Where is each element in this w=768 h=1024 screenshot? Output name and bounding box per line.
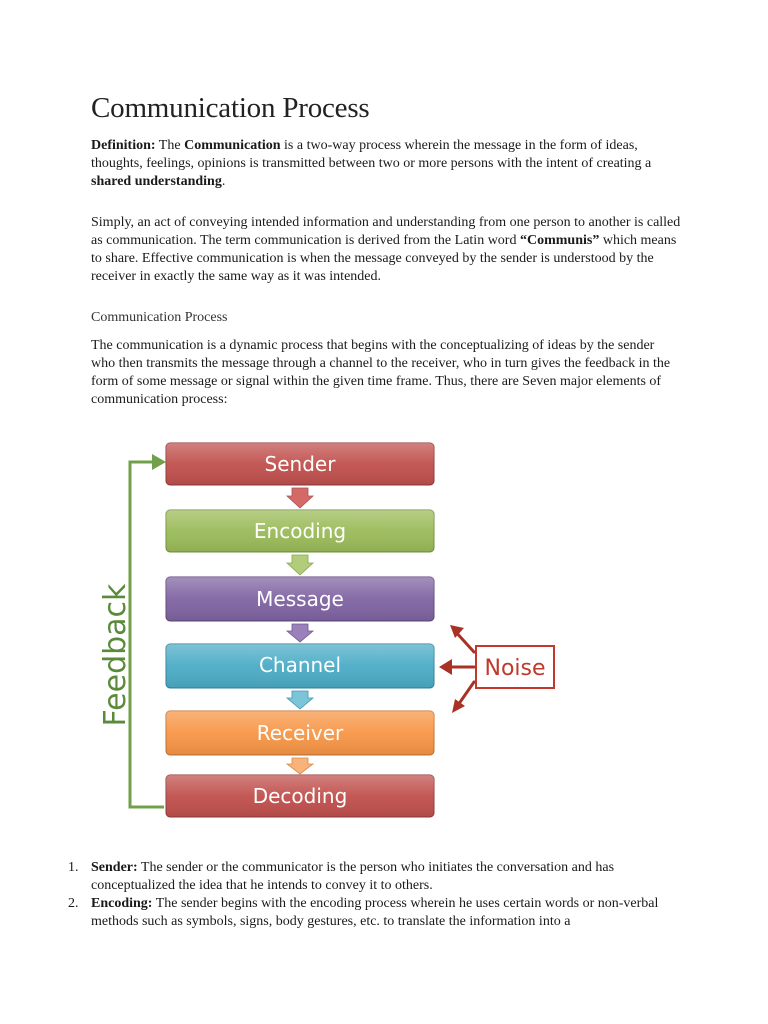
step-decoding	[166, 775, 434, 817]
list-item	[68, 895, 688, 931]
elements-list	[68, 859, 688, 931]
down-arrow-4	[287, 691, 313, 709]
step-sender	[166, 443, 434, 485]
noise-arrowhead-up	[450, 625, 464, 638]
definition-label: Definition:	[91, 138, 156, 153]
step-channel	[166, 644, 434, 688]
list-item-text: The sender begins with the encoding process wherein he uses certain words or non-verbal methods such as symbols, signs, body gestures, etc. to translate the information into a	[91, 896, 659, 929]
noise-arrowhead-mid	[439, 659, 452, 675]
list-item-label: Sender:	[91, 860, 138, 875]
list-item	[68, 859, 688, 895]
step-channel-label: Channel	[258, 653, 342, 677]
definition-text-3: .	[221, 174, 226, 189]
step-message	[166, 577, 434, 621]
definition-text-1: The	[155, 138, 185, 153]
noise-box	[476, 646, 554, 688]
step-receiver-label: Receiver	[256, 721, 344, 745]
feedback-loop-line	[130, 462, 164, 807]
definition-paragraph	[91, 137, 681, 191]
process-paragraph: The communication is a dynamic process that begins with the conceptualizing of ideas by the sender who then transmits the message through a channel to the receiver, who in turn gives the feedback in the form of some message or signal within the given time frame. Thus, there are Seven major elements of communication process:	[91, 338, 671, 407]
down-arrow-1	[287, 488, 313, 508]
intro-paragraph	[91, 214, 681, 286]
feedback-label: Feedback	[98, 583, 133, 727]
list-item-text: The sender or the communicator is the person who initiates the conversation and has conceptualized the idea that he intends to convey it to others.	[91, 860, 615, 893]
step-receiver	[166, 711, 434, 755]
page-title: Communication Process	[91, 92, 370, 124]
definition-term: Communication	[184, 138, 281, 153]
noise-label: Noise	[484, 656, 546, 681]
definition-emphasis: shared understanding	[91, 174, 222, 189]
list-item-number: 1.	[68, 860, 79, 875]
intro-text-2: which means to share. Effective communication is when the message conveyed by the sender is understood by the receiver in exactly the same way as it was intended.	[91, 233, 677, 284]
list-item-number: 2.	[68, 896, 79, 911]
list-item-label: Encoding:	[91, 896, 153, 911]
section-subheading: Communication Process	[91, 310, 228, 325]
step-encoding	[166, 510, 434, 552]
intro-term: “Communis”	[519, 233, 600, 248]
step-sender-label: Sender	[264, 452, 336, 476]
step-encoding-label: Encoding	[253, 519, 347, 543]
step-decoding-label: Decoding	[252, 784, 348, 808]
definition-text-2: is a two-way process wherein the message in the form of ideas, thoughts, feelings, opinions is transmitted between two or more persons with the intent of creating a	[91, 138, 652, 171]
down-arrow-3	[287, 624, 313, 642]
step-message-label: Message	[256, 587, 344, 611]
noise-arrowhead-down	[452, 699, 465, 713]
down-arrow-2	[287, 555, 313, 575]
feedback-arrowhead	[152, 454, 166, 470]
down-arrow-5	[287, 758, 313, 774]
intro-text-1: Simply, an act of conveying intended information and understanding from one person to another is called as communication. The term communication is derived from the Latin word	[91, 215, 681, 248]
